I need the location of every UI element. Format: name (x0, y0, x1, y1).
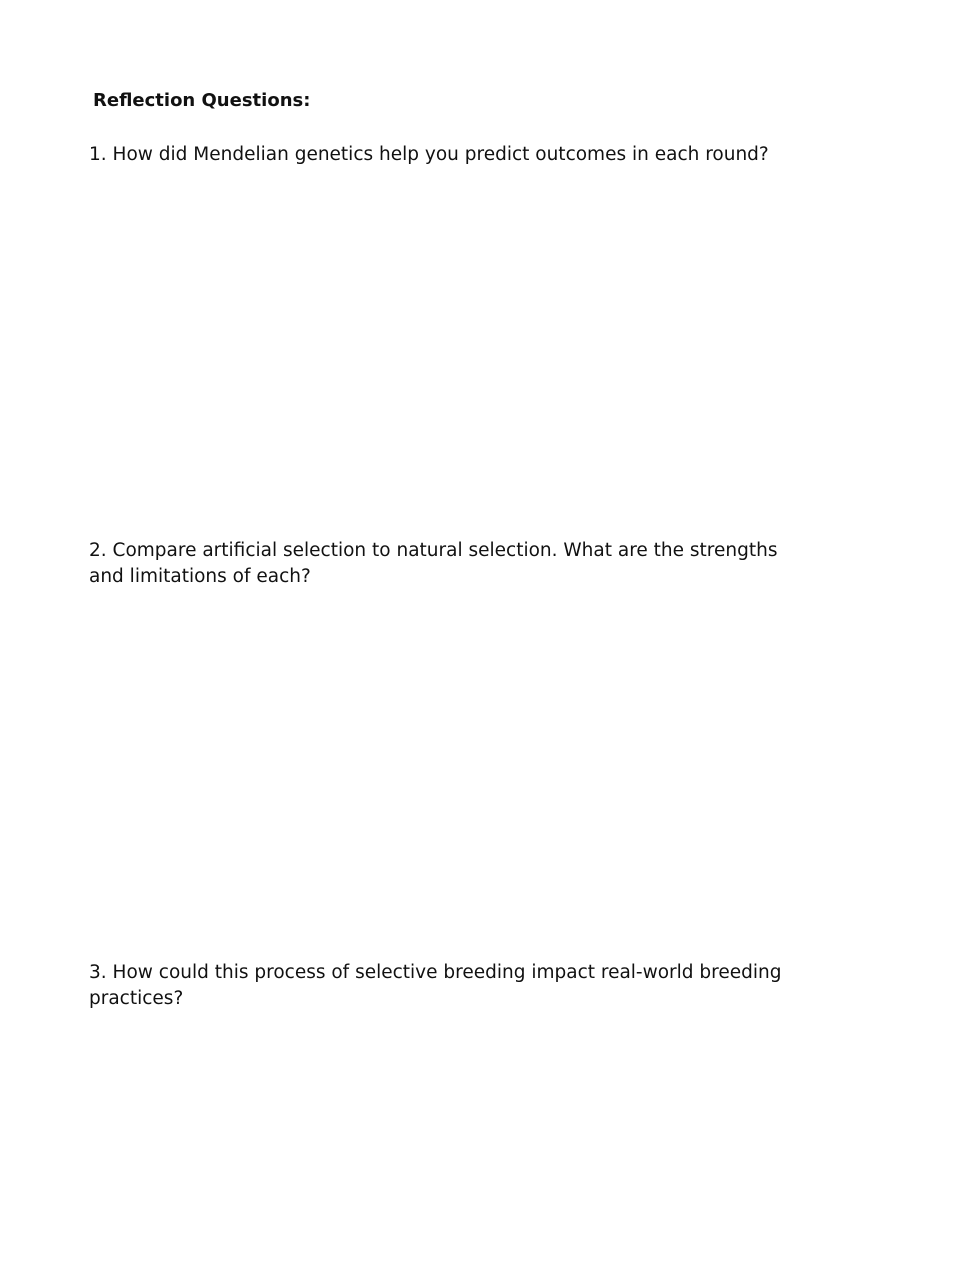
question-2: 2. Compare artificial selection to natural selection. What are the strengths and limitations of each? (89, 540, 778, 587)
question-3: 3. How could this process of selective breeding impact real-world breeding practices? (89, 962, 782, 1009)
question-1: 1. How did Mendelian genetics help you predict outcomes in each round? (89, 144, 769, 165)
reflection-questions-heading: Reflection Questions: (93, 90, 311, 111)
